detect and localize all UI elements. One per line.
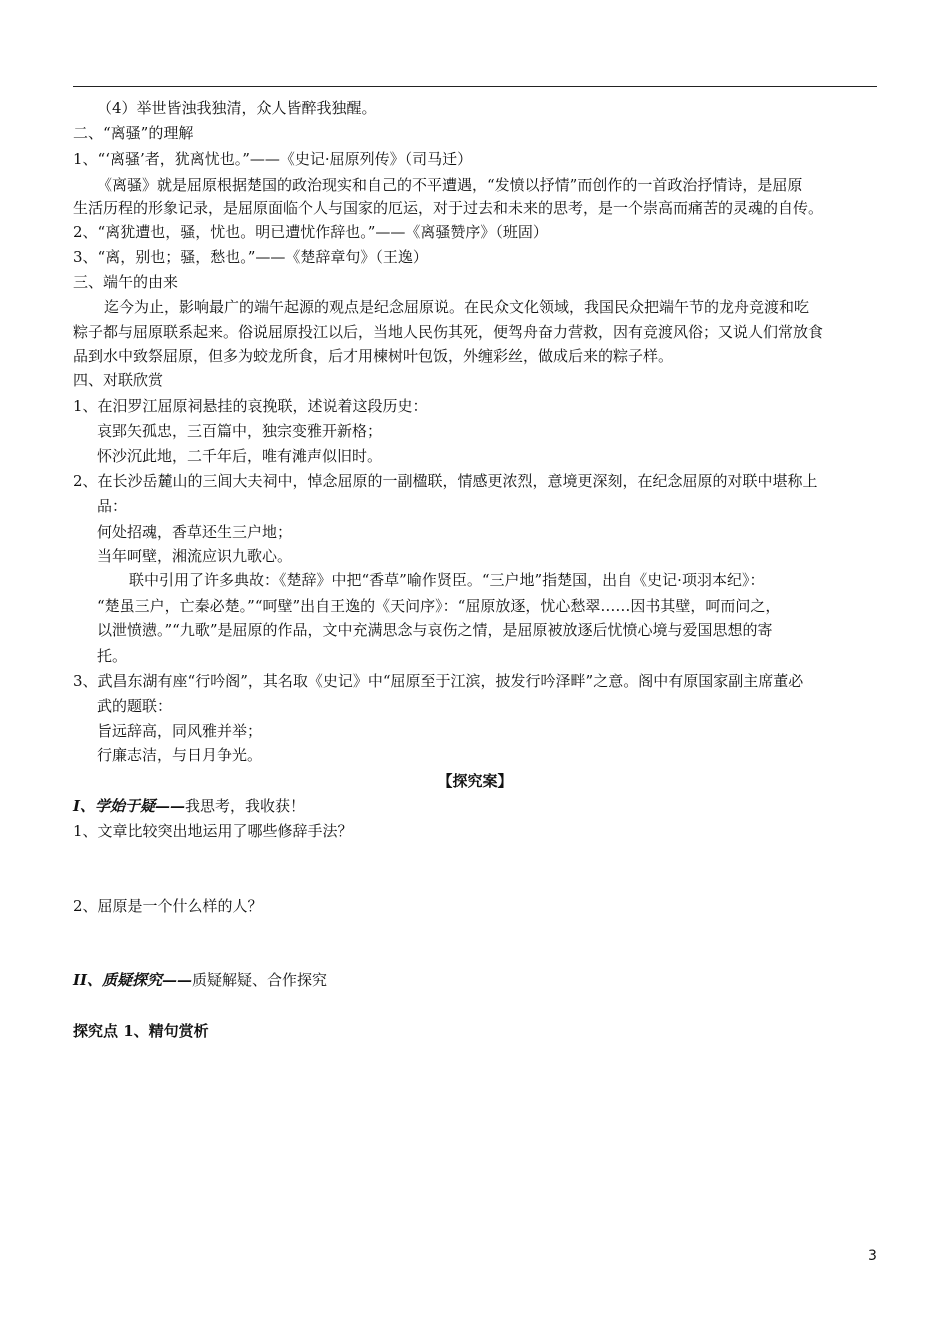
text-line: “楚虽三户，亡秦必楚。”“呵壁”出自王逸的《天问序》：“屈原放逐，忧心愁翠……因书其壁，呵而问之，: [97, 597, 781, 615]
text-line: 1、“‘离骚’者，犹离忧也。”——《史记·屈原列传》（司马迁）: [73, 150, 473, 168]
couplet-line: 怀沙沉此地，二千年后，唯有滩声似旧时。: [97, 447, 383, 465]
question-1: 1、文章比较突出地运用了哪些修辞手法？: [73, 822, 353, 840]
text-line: 3、“离，别也；骚，愁也。”——《楚辞章句》（王逸）: [73, 248, 428, 266]
text-line: 生活历程的形象记录，是屈原面临个人与国家的厄运，对于过去和未来的思考，是一个崇高而痛苦的灵魂的自传。: [73, 199, 824, 217]
couplet-line: 行廉志洁，与日月争光。: [97, 746, 263, 764]
couplet-line: 哀郢矢孤忠，三百篇中，独宗变雅开新格；: [97, 422, 383, 440]
couplet-line: 当年呵壁，湘流应识九歌心。: [97, 547, 293, 565]
text-line: 1、在汨罗江屈原祠悬挂的哀挽联，述说着这段历史：: [73, 397, 428, 415]
text-line: 《离骚》就是屈原根据楚国的政治现实和自己的不平遭遇，“发愤以抒情”而创作的一首政治抒情诗，是屈原: [97, 176, 803, 194]
text-line: （4）举世皆浊我独清，众人皆醉我独醒。: [97, 99, 377, 117]
section-heading: 二、“离骚”的理解: [73, 124, 194, 142]
part1-heading-rest: 我思考，我收获！: [185, 797, 306, 815]
part2-heading-rest: 质疑解疑、合作探究: [192, 971, 328, 989]
text-line: 2、“离犹遭也，骚，忧也。明已遭忧作辞也。”——《离骚赞序》（班固）: [73, 223, 548, 241]
part1-heading: [73, 796, 305, 816]
text-line: 迄今为止，影响最广的端午起源的观点是纪念屈原说。在民众文化领域，我国民众把端午节的龙舟竞渡和吃: [104, 298, 810, 316]
part2-heading-label: II、质疑探究——: [73, 971, 193, 989]
text-line: 3、武昌东湖有座“行吟阁”，其名取《史记》中“屈原至于江滨，披发行吟泽畔”之意。阁中有原国家副主席董必: [73, 672, 804, 690]
couplet-line: 何处招魂，香草还生三户地；: [97, 523, 293, 541]
text-line: 品到水中致祭屈原，但多为蛟龙所食，后才用楝树叶包饭，外缠彩丝，做成后来的粽子样。: [73, 347, 674, 365]
text-line: 以泄愤懑。”“九歌”是屈原的作品，文中充满思念与哀伤之情，是屈原被放逐后忧愤心境与爱国思想的寄: [97, 621, 773, 639]
section-title: 【探究案】: [437, 772, 513, 790]
part2-heading: [73, 970, 327, 990]
section-heading: 四、对联欣赏: [73, 371, 164, 389]
text-line: 武的题联：: [97, 697, 173, 715]
text-line: 品：: [97, 497, 128, 515]
text-line: 粽子都与屈原联系起来。俗说屈原投江以后，当地人民伤其死，便驾舟奋力营救，因有竞渡风俗；又说人们常放食: [73, 323, 824, 341]
inquiry-point-1: 探究点 1、精句赏析: [73, 1022, 209, 1040]
text-line: 联中引用了许多典故：《楚辞》中把“香草”喻作贤臣。“三户地”指楚国，出自《史记·项羽本纪》：: [129, 571, 765, 589]
part1-heading-label: I、学始于疑——: [73, 797, 186, 815]
page-number: 3: [868, 1248, 877, 1264]
text-line: 2、在长沙岳麓山的三闾大夫祠中，悼念屈原的一副楹联，情感更浓烈，意境更深刻，在纪念屈原的对联中堪称上: [73, 472, 818, 490]
question-2: 2、屈原是一个什么样的人？: [73, 897, 263, 915]
couplet-line: 旨远辞高，同风雅并举；: [97, 722, 263, 740]
section-heading: 三、端午的由来: [73, 273, 179, 291]
header-rule: [73, 86, 877, 87]
text-line: 托。: [97, 647, 128, 665]
